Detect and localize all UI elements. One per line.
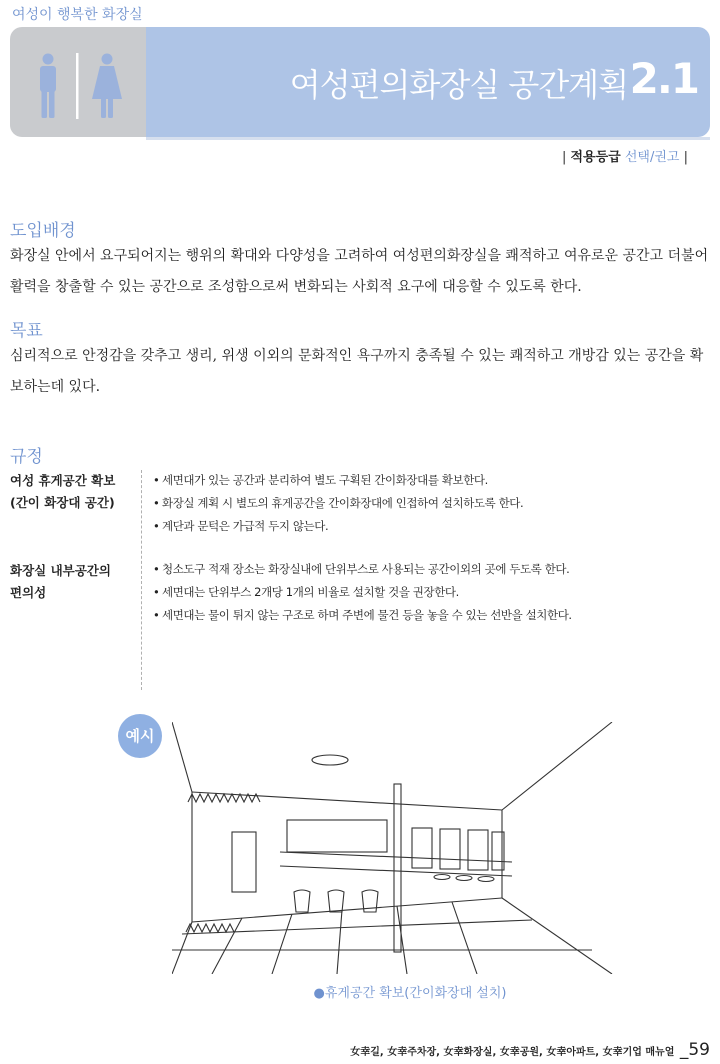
rule-group-list <box>153 558 572 627</box>
footer-series: 女幸길, 女幸주차장, 女幸화장실, 女幸공원, 女幸아파트, 女幸기업 매뉴얼 <box>350 1047 675 1058</box>
bullet-icon: • <box>153 562 160 576</box>
grade-indicator: | 적용등급 선택/권고 | <box>561 150 688 165</box>
rule-group-label-line2: 편의성 <box>10 585 47 600</box>
banner-icon-panel <box>10 27 146 137</box>
intro-text: 화장실 안에서 요구되어지는 행위의 확대와 다양성을 고려하여 여성편의화장실을 쾌적하고 여유로운 공간고 더불어 활력을 창출할 수 있는 공간으로 조성함으로써 변화되는 사회적 요구에 대응할 수 있도록 한다. <box>10 248 709 295</box>
rule-item: • 세면대는 단위부스 2개당 1개의 비율로 설치할 것을 권장한다. <box>153 581 572 604</box>
section-number: 2.1 <box>629 54 698 103</box>
bullet-icon: • <box>153 608 160 622</box>
page-number: _59 <box>679 1040 710 1060</box>
rule-item: • 세면대가 있는 공간과 분리하여 별도 구획된 간이화장대를 확보한다. <box>153 469 523 492</box>
intro-heading: 도입배경 <box>10 221 76 241</box>
bullet-icon: • <box>153 519 160 533</box>
grade-label: 적용등급 <box>570 150 621 165</box>
rule-group-label <box>10 560 145 604</box>
example-badge: 예시 <box>118 714 162 758</box>
man-icon <box>40 54 56 119</box>
woman-icon <box>92 54 122 119</box>
rule-group-list <box>153 469 523 538</box>
page-footer <box>350 1040 710 1060</box>
restroom-icons <box>10 27 146 137</box>
rule-item: • 계단과 문턱은 가급적 두지 않는다. <box>153 515 523 538</box>
restroom-lounge-drawing <box>172 722 622 974</box>
rules-heading: 규정 <box>10 447 43 467</box>
rule-item: • 세면대는 물이 튀지 않는 구조로 하며 주변에 물건 등을 놓을 수 있는 선반을 설치한다. <box>153 604 572 627</box>
icon-divider <box>76 53 79 119</box>
page-title: 여성편의화장실 공간계획 <box>289 66 628 104</box>
bullet-icon: • <box>153 473 160 487</box>
section-tag: 여성이 행복한 화장실 <box>12 7 143 23</box>
example-caption: ●휴게공간 확보(간이화장대 설치) <box>313 986 507 1001</box>
goal-text: 심리적으로 안정감을 갖추고 생리, 위생 이외의 문화적인 욕구까지 충족될 수 있는 쾌적하고 개방감 있는 공간을 확보하는데 있다. <box>10 348 704 395</box>
banner-underline <box>146 137 710 140</box>
rule-item: • 화장실 계획 시 별도의 휴게공간을 간이화장대에 인접하여 설치하도록 한다. <box>153 492 523 515</box>
goal-heading: 목표 <box>10 321 43 341</box>
rule-group-label-line1: 화장실 내부공간의 <box>10 563 111 578</box>
rule-item: • 청소도구 적재 장소는 화장실내에 단위부스로 사용되는 공간이외의 곳에 두도록 한다. <box>153 558 572 581</box>
bullet-icon: • <box>153 496 160 510</box>
example-illustration <box>172 722 622 978</box>
rule-group-label <box>10 470 145 514</box>
rule-group-label-line1: 여성 휴게공간 확보 <box>10 473 116 488</box>
rule-group-label-line2: (간이 화장대 공간) <box>10 495 115 510</box>
grade-value: 선택/권고 <box>624 150 680 165</box>
bullet-icon: • <box>153 585 160 599</box>
